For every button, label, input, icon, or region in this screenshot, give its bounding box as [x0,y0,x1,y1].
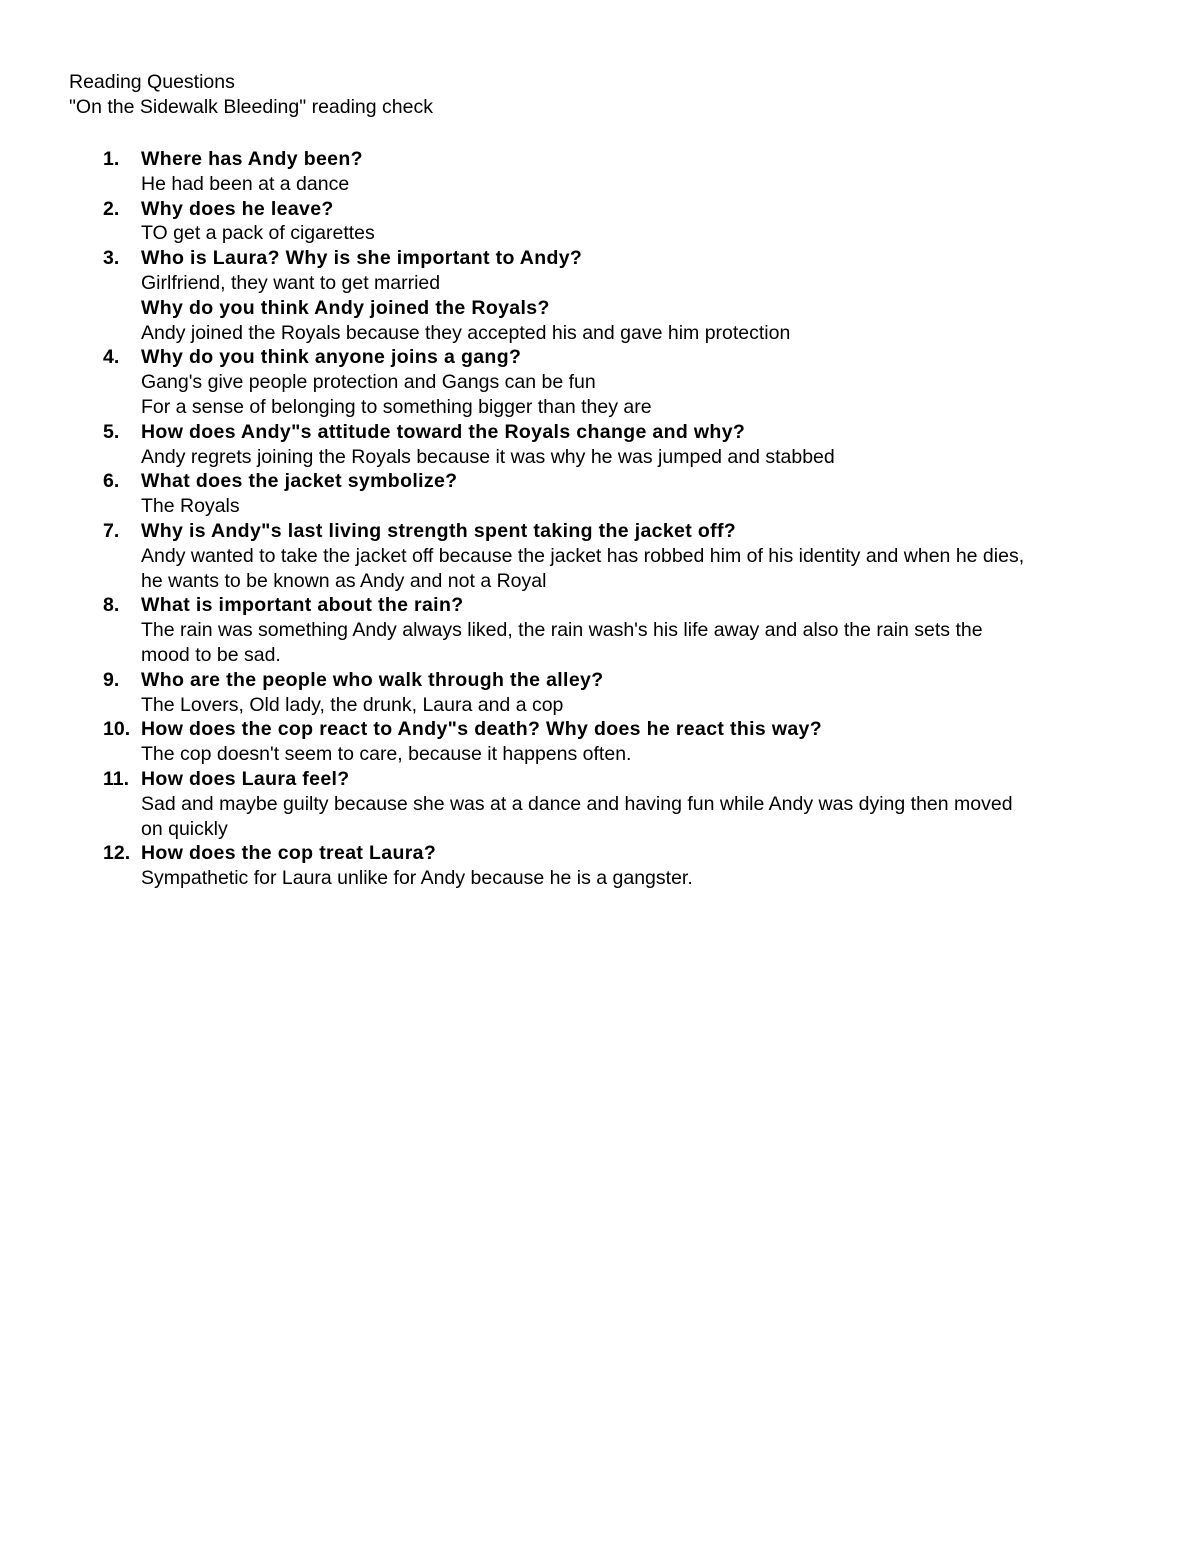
question-text: What does the jacket symbolize? [141,470,458,493]
question-number: 11. [103,767,130,790]
question-text: Why do you think anyone joins a gang? [141,346,522,369]
question-text: What is important about the rain? [141,594,464,617]
answer-text: Girlfriend, they want to get married [141,271,441,294]
answer-text: The Royals [141,495,240,518]
question-number: 4. [103,346,120,369]
document-title: Reading Questions [69,71,235,93]
question-text: How does the cop react to Andy"s death? Why does he react this way? [141,718,823,741]
question-number: 10. [103,718,131,741]
question-text: Who are the people who walk through the alley? [141,668,604,691]
answer-text: TO get a pack of cigarettes [141,222,375,245]
question-item [103,668,1143,718]
answer-text: The cop doesn't seem to care, because it happens often. [141,743,632,766]
answer-text: Andy wanted to take the jacket off because the jacket has robbed him of his identity and when he dies, [141,544,1025,567]
answer-text: Andy joined the Royals because they accepted his and gave him protection [141,321,791,344]
question-text: How does Andy"s attitude toward the Royals change and why? [141,420,746,443]
question-text: Why is Andy"s last living strength spent taking the jacket off? [141,519,737,542]
question-number: 1. [103,148,120,170]
question-item [103,519,1143,593]
question-item [103,767,1143,841]
question-text: Who is Laura? Why is she important to Andy? [141,247,583,270]
question-item [103,197,1143,247]
answer-text: Gang's give people protection and Gangs can be fun [141,371,596,394]
document-header [69,70,433,120]
question-text: Why do you think Andy joined the Royals? [141,296,550,319]
question-item [103,593,1143,667]
answer-text: on quickly [141,817,228,840]
question-number: 2. [103,197,120,220]
answer-text: Sympathetic for Laura unlike for Andy because he is a gangster. [141,867,693,890]
question-number: 5. [103,420,120,443]
document-subtitle: "On the Sidewalk Bleeding" reading check [69,96,433,118]
question-item [103,246,1143,345]
question-number: 9. [103,668,120,691]
question-item [103,147,1143,197]
question-item [103,841,1143,891]
answer-text: For a sense of belonging to something bigger than they are [141,395,652,418]
question-number: 3. [103,247,120,270]
answer-text: Sad and maybe guilty because she was at a dance and having fun while Andy was dying then moved [141,792,1013,815]
question-item [103,420,1143,470]
question-number: 7. [103,519,120,542]
question-number: 6. [103,470,120,493]
question-list [103,147,1143,891]
question-item [103,469,1143,519]
answer-text: he wants to be known as Andy and not a Royal [141,569,547,592]
question-number: 8. [103,594,120,617]
question-text: Where has Andy been? [141,148,363,170]
answer-text: The rain was something Andy always liked, the rain wash's his life away and also the rain sets the [141,619,983,642]
answer-text: Andy regrets joining the Royals because it was why he was jumped and stabbed [141,445,835,468]
question-text: How does Laura feel? [141,767,350,790]
question-item [103,717,1143,767]
answer-text: mood to be sad. [141,643,281,666]
question-item [103,345,1143,419]
question-text: Why does he leave? [141,197,334,220]
answer-text: The Lovers, Old lady, the drunk, Laura and a cop [141,693,564,716]
question-number: 12. [103,842,131,865]
answer-text: He had been at a dance [141,172,350,195]
question-text: How does the cop treat Laura? [141,842,437,865]
